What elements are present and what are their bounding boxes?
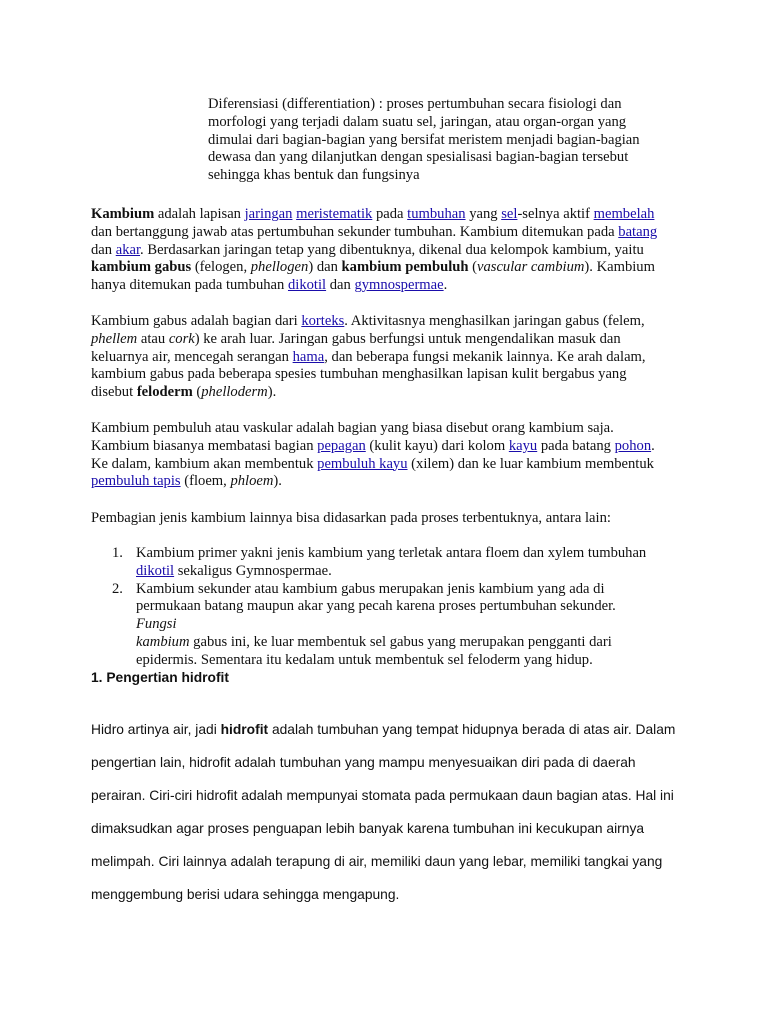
term-kambium: Kambium	[91, 206, 155, 222]
text-line: Kambium gabus adalah bagian dari korteks. Aktivitasnya menghasilkan jaringan gabus (felem,	[91, 313, 645, 329]
list-item	[91, 581, 651, 670]
link-tumbuhan[interactable]: tumbuhan	[407, 206, 466, 222]
list-number: 1.	[112, 545, 123, 561]
hidrofit-paragraph	[91, 713, 691, 911]
text-line: dan akar. Berdasarkan jaringan tetap yang dibentuknya, dikenal dua kelompok kambium, yaitu	[91, 241, 644, 258]
link-pohon[interactable]: pohon	[614, 437, 652, 454]
link-sel[interactable]: sel	[501, 206, 518, 222]
text-line: dewasa dan yang dilanjutkan dengan spesialisasi bagian-bagian tersebut	[208, 149, 629, 166]
link-gymnospermae[interactable]: gymnospermae	[354, 277, 444, 294]
link-akar[interactable]: akar	[115, 241, 141, 258]
kambium-type-list	[91, 545, 651, 670]
link-korteks[interactable]: korteks	[301, 313, 345, 329]
text-line: Hidro artinya air, jadi hidrofit adalah tumbuhan yang tempat hidupnya berada di atas air. Dalam	[91, 722, 676, 737]
link-jaringan[interactable]: jaringan	[244, 206, 293, 222]
text-line: Pembagian jenis kambium lainnya bisa didasarkan pada proses terbentuknya, antara lain:	[91, 510, 611, 526]
text-line: dimulai dari bagian-bagian yang bersifat meristem menjadi bagian-bagian	[208, 131, 640, 148]
text-line: Kambium sekunder atau kambium gabus merupakan jenis kambium yang ada di	[136, 580, 605, 597]
link-pembuluh-tapis[interactable]: pembuluh tapis	[91, 473, 181, 490]
text-line: kambium gabus ini, ke luar membentuk sel gabus yang merupakan pengganti dari	[136, 633, 612, 650]
text-line: dikotil sekaligus Gymnospermae.	[136, 562, 332, 579]
term-kambium-pembuluh: kambium pembuluh	[341, 259, 469, 276]
text-line: sehingga khas bentuk dan fungsinya	[208, 167, 420, 184]
link-pepagan[interactable]: pepagan	[317, 437, 366, 454]
text-line: hanya ditemukan pada tumbuhan dikotil dan gymnospermae.	[91, 277, 448, 294]
text-line: kambium gabus (felogen, phellogen) dan kambium pembuluh (vascular cambium). Kambium	[91, 259, 655, 276]
link-batang[interactable]: batang	[618, 223, 658, 240]
text-line: Kambium pembuluh atau vaskular adalah bagian yang biasa disebut orang kambium saja.	[91, 420, 614, 436]
text-line: Diferensiasi (differentiation) : proses pertumbuhan secara fisiologi dan	[208, 96, 622, 112]
kambium-paragraph	[91, 206, 683, 295]
text-line: Ke dalam, kambium akan membentuk pembuluh kayu (xilem) dan ke luar kambium membentuk	[91, 455, 654, 472]
text-line: phellem atau cork) ke arah luar. Jaringan gabus berfungsi untuk mengendalikan masuk dan	[91, 330, 621, 347]
text-line: permukaan batang maupun akar yang pecah karena proses pertumbuhan sekunder. Fungsi	[136, 598, 616, 633]
text-line: melimpah. Ciri lainnya adalah terapung di air, memiliki daun yang lebar, memiliki tangkai yang	[91, 854, 663, 869]
term-feloderm: feloderm	[136, 384, 193, 401]
diferensiasi-definition	[208, 96, 668, 185]
text-line: morfologi yang terjadi dalam suatu sel, jaringan, atau organ-organ yang	[208, 113, 627, 130]
kambium-pembuluh-paragraph	[91, 420, 683, 491]
link-dikotil-list[interactable]: dikotil	[136, 562, 175, 579]
pembagian-paragraph	[91, 510, 683, 528]
link-meristematik[interactable]: meristematik	[296, 206, 373, 222]
term-hidrofit: hidrofit	[220, 722, 269, 737]
kambium-gabus-paragraph	[91, 313, 683, 402]
text-line: menggembung berisi udara sehingga mengapung.	[91, 887, 400, 902]
text-line: disebut feloderm (phelloderm).	[91, 384, 277, 401]
term-kambium-gabus: kambium gabus	[91, 259, 192, 276]
link-hama[interactable]: hama	[292, 348, 325, 365]
link-kayu[interactable]: kayu	[508, 437, 538, 454]
text-line: Kambium biasanya membatasi bagian pepagan (kulit kayu) dari kolom kayu pada batang pohon.	[91, 437, 655, 454]
text-line: dimaksudkan agar proses penguapan lebih banyak karena tumbuhan ini kecukupan airnya	[91, 821, 645, 836]
text-line: pengertian lain, hidrofit adalah tumbuhan yang mampu menyesuaikan diri pada di daerah	[91, 755, 636, 770]
link-dikotil[interactable]: dikotil	[287, 277, 327, 294]
text-line: epidermis. Sementara itu kedalam untuk membentuk sel feloderm yang hidup.	[136, 651, 593, 668]
text-line: pembuluh tapis (floem, phloem).	[91, 473, 282, 490]
text-line: kambium gabus pada beberapa spesies tumbuhan menghasilkan lapisan kulit bergabus yang	[91, 366, 627, 383]
link-pembuluh-kayu[interactable]: pembuluh kayu	[317, 455, 408, 472]
section-heading: 1. Pengertian hidrofit	[91, 670, 229, 685]
text-line: dan bertanggung jawab atas pertumbuhan sekunder tumbuhan. Kambium ditemukan pada batang	[91, 223, 658, 240]
text-line: perairan. Ciri-ciri hidrofit adalah mempunyai stomata pada permukaan daun bagian atas. Hal ini	[91, 788, 674, 803]
list-number: 2.	[112, 580, 123, 597]
text-line: Kambium primer yakni jenis kambium yang terletak antara floem dan xylem tumbuhan	[136, 545, 647, 561]
text-line: keluarnya air, mencegah serangan hama, dan beberapa fungsi mekanik lainnya. Ke arah dalam,	[91, 348, 646, 365]
list-item	[91, 545, 651, 581]
text-line: Kambium adalah lapisan jaringan meristematik pada tumbuhan yang sel-selnya aktif membelah	[91, 206, 655, 222]
link-membelah[interactable]: membelah	[593, 206, 655, 222]
